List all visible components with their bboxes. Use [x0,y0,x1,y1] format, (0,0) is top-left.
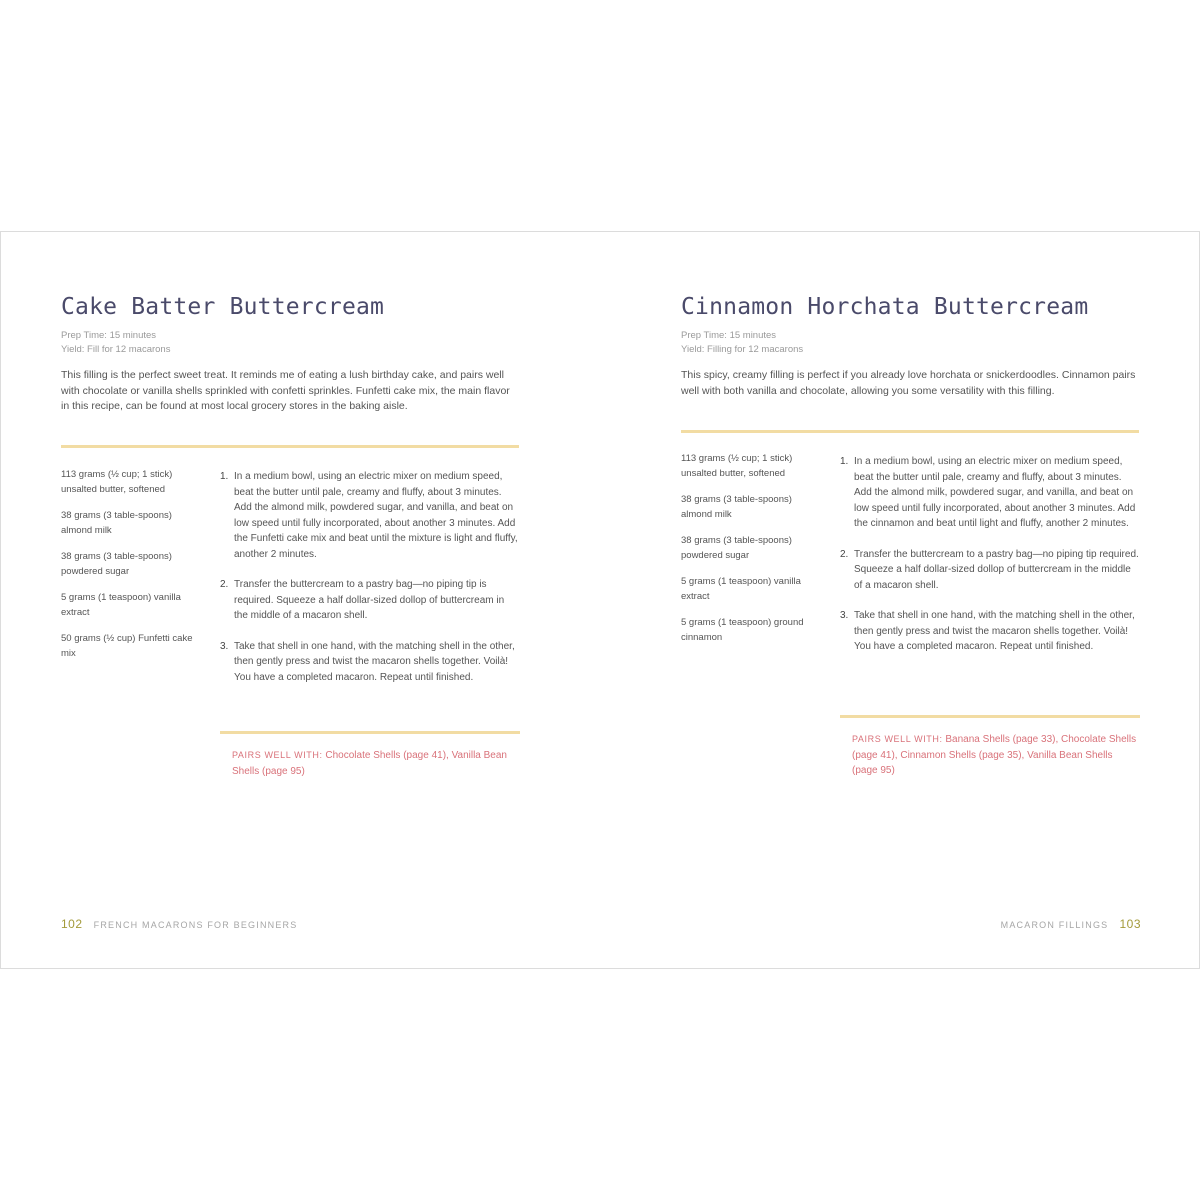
step-number: 3. [840,610,849,621]
ingredient-item: 5 grams (1 teaspoon) ground cinnamon [681,617,804,643]
pairs-well-with [852,732,1137,779]
step-number: 3. [220,640,229,652]
recipe-title: Cake Batter Buttercream [61,294,385,320]
divider-rule [840,715,1140,718]
instruction-step [220,639,518,686]
page-footer [1001,917,1141,931]
recipe-intro: This spicy, creamy filling is perfect if you already love horchata or snickerdoodles. Cinnamon pairs well with both vanilla and chocolate, allowing you some versatility with this filling. [681,369,1136,397]
instruction-step [840,608,1140,655]
prep-time: Prep Time: 15 minutes [681,330,777,341]
instruction-steps [840,454,1140,670]
recipe-intro: This filling is the perfect sweet treat. It reminds me of eating a lush birthday cake, and pairs well with chocolate or vanilla shells sprinkled with confetti sprinkles. Funfetti cake mix, the main flavor in this recipe, can be found at most local grocery stores in the baking aisle. [61,369,510,412]
pairs-text: Chocolate Shells (page 41), Vanilla Bean Shells (page 95) [232,750,507,777]
ingredient-item: 38 grams (3 table-spoons) powdered sugar [61,551,172,577]
instruction-step [840,547,1140,594]
page-number: 102 [61,917,83,931]
pairs-label: PAIRS WELL WITH: [232,750,323,760]
book-spread [0,231,1200,969]
instruction-step [840,454,1140,532]
step-number: 2. [840,548,849,560]
step-text: In a medium bowl, using an electric mixer on medium speed, beat the butter until pale, creamy and fluffy, about 3 minutes. Add the almond milk, powdered sugar, and vanilla, and beat on low speed until fully incorporated, about another 3 minutes. Add the Funfetti cake mix and beat until the mixture is light and fluffy, another 2 minutes. [234,471,518,560]
recipe-meta [61,329,170,357]
running-head: FRENCH MACARONS FOR BEGINNERS [93,920,298,930]
prep-time: Prep Time: 15 minutes [61,330,157,341]
step-number: 2. [220,579,229,590]
right-page [601,232,1200,968]
ingredient-item: 38 grams (3 table-spoons) almond milk [681,494,792,520]
pairs-well-with [232,748,512,779]
step-text: Transfer the buttercream to a pastry bag—no piping tip is required. Squeeze a half dollar-sized dollop of buttercream in the middle of a macaron shell. [234,579,505,621]
step-number: 1. [840,456,849,467]
pairs-label: PAIRS WELL WITH: [852,734,943,744]
divider-rule [220,731,520,734]
instruction-step [220,469,518,562]
ingredient-list [681,452,816,657]
instruction-steps [220,469,518,700]
ingredient-item: 113 grams (½ cup; 1 stick) unsalted butter, softened [61,469,173,495]
instruction-step [220,577,518,624]
ingredient-item: 38 grams (3 table-spoons) almond milk [61,510,172,536]
ingredient-item: 113 grams (½ cup; 1 stick) unsalted butter, softened [681,453,793,479]
step-text: Transfer the buttercream to a pastry bag—no piping tip required. Squeeze a half dollar-sized dollop of buttercream in the middle of a macaron shell. [854,548,1139,591]
divider-rule [61,445,519,448]
ingredient-item: 38 grams (3 table-spoons) powdered sugar [681,535,792,561]
ingredient-item: 50 grams (½ cup) Funfetti cake mix [61,633,193,659]
yield: Yield: Fill for 12 macarons [61,344,171,355]
ingredient-item: 5 grams (1 teaspoon) vanilla extract [61,592,181,618]
step-text: In a medium bowl, using an electric mixer on medium speed, beat the butter until pale, creamy and fluffy, about 3 minutes. Add the almond milk, powdered sugar, and vanilla, and beat on low speed until fully incorporated, about another 3 minutes. Add the cinnamon and beat until light and fluffy, another 2 minutes. [854,456,1136,529]
pairs-text: Banana Shells (page 33), Chocolate Shells (page 41), Cinnamon Shells (page 35), Vanilla Bean Shells (page 95) [852,734,1137,776]
divider-rule [681,430,1139,433]
step-number: 1. [220,471,229,482]
step-text: Take that shell in one hand, with the matching shell in the other, then gently press and twist the macaron shells together. Voilà! You have a completed macaron. Repeat until finished. [234,640,515,683]
ingredient-list [61,468,196,673]
page-number: 103 [1119,917,1141,931]
left-page [1,232,601,968]
recipe-title: Cinnamon Horchata Buttercream [681,294,1089,320]
yield: Yield: Filling for 12 macarons [681,344,804,355]
recipe-meta [681,329,803,357]
step-text: Take that shell in one hand, with the matching shell in the other, then gently press and twist the macaron shells together. Voilà! You have a completed macaron. Repeat until finished. [854,610,1135,652]
page-footer [61,917,297,931]
ingredient-item: 5 grams (1 teaspoon) vanilla extract [681,576,801,602]
running-head: MACARON FILLINGS [1000,920,1109,930]
